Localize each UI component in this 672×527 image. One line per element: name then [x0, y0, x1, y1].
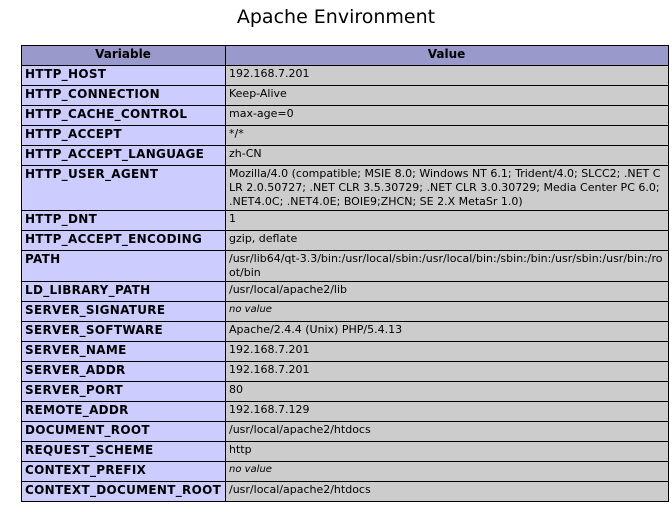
table-row [22, 342, 669, 362]
table-row [22, 231, 669, 251]
variable-value: 192.168.7.129 [226, 402, 669, 422]
table-row [22, 442, 669, 462]
table-row [22, 166, 669, 211]
variable-value: no value [226, 462, 669, 482]
variable-value: /usr/lib64/qt-3.3/bin:/usr/local/sbin:/usr/local/bin:/sbin:/bin:/usr/sbin:/usr/bin:/root/bin [226, 251, 669, 282]
variable-value: zh-CN [226, 146, 669, 166]
table-row [22, 251, 669, 282]
table-row [22, 362, 669, 382]
variable-name: HTTP_USER_AGENT [22, 166, 226, 211]
page-title: Apache Environment [236, 6, 436, 28]
variable-name: HTTP_CONNECTION [22, 86, 226, 106]
table-header-row [22, 46, 669, 66]
table-row [22, 86, 669, 106]
variable-value: max-age=0 [226, 106, 669, 126]
variable-value: 192.168.7.201 [226, 362, 669, 382]
table-row [22, 382, 669, 402]
variable-name: CONTEXT_PREFIX [22, 462, 226, 482]
table-row [22, 66, 669, 86]
table-row [22, 106, 669, 126]
column-header-variable: Variable [22, 46, 226, 66]
table-row [22, 282, 669, 302]
variable-name: CONTEXT_DOCUMENT_ROOT [22, 482, 226, 502]
variable-name: PATH [22, 251, 226, 282]
variable-name: SERVER_SIGNATURE [22, 302, 226, 322]
variable-value: Mozilla/4.0 (compatible; MSIE 8.0; Windows NT 6.1; Trident/4.0; SLCC2; .NET CLR 2.0.50727; .NET CLR 3.5.30729; .NET CLR 3.0.30729; Media Center PC 6.0; .NET4.0C; .NET4.0E; BOIE9;ZHCN; SE 2.X MetaSr 1.0) [226, 166, 669, 211]
variable-name: HTTP_ACCEPT [22, 126, 226, 146]
table-row [22, 402, 669, 422]
variable-value: no value [226, 302, 669, 322]
variable-name: REMOTE_ADDR [22, 402, 226, 422]
variable-value: 192.168.7.201 [226, 66, 669, 86]
variable-name: HTTP_HOST [22, 66, 226, 86]
variable-value: gzip, deflate [226, 231, 669, 251]
variable-name: SERVER_PORT [22, 382, 226, 402]
table-body [22, 66, 669, 502]
variable-name: HTTP_CACHE_CONTROL [22, 106, 226, 126]
variable-value: /usr/local/apache2/htdocs [226, 482, 669, 502]
table-row [22, 126, 669, 146]
table-row [22, 482, 669, 502]
variable-value: */* [226, 126, 669, 146]
variable-value: Apache/2.4.4 (Unix) PHP/5.4.13 [226, 322, 669, 342]
table-row [22, 302, 669, 322]
variable-value: Keep-Alive [226, 86, 669, 106]
variable-name: LD_LIBRARY_PATH [22, 282, 226, 302]
apache-environment-table [21, 45, 669, 502]
variable-name: HTTP_DNT [22, 211, 226, 231]
variable-value: /usr/local/apache2/lib [226, 282, 669, 302]
variable-name: HTTP_ACCEPT_LANGUAGE [22, 146, 226, 166]
variable-name: REQUEST_SCHEME [22, 442, 226, 462]
table-row [22, 146, 669, 166]
table-row [22, 211, 669, 231]
variable-value: 80 [226, 382, 669, 402]
variable-name: SERVER_SOFTWARE [22, 322, 226, 342]
table-row [22, 462, 669, 482]
variable-value: http [226, 442, 669, 462]
variable-value: 192.168.7.201 [226, 342, 669, 362]
variable-name: SERVER_ADDR [22, 362, 226, 382]
variable-value: 1 [226, 211, 669, 231]
variable-value: /usr/local/apache2/htdocs [226, 422, 669, 442]
variable-name: HTTP_ACCEPT_ENCODING [22, 231, 226, 251]
column-header-value: Value [226, 46, 669, 66]
table-row [22, 422, 669, 442]
variable-name: SERVER_NAME [22, 342, 226, 362]
table-row [22, 322, 669, 342]
variable-name: DOCUMENT_ROOT [22, 422, 226, 442]
